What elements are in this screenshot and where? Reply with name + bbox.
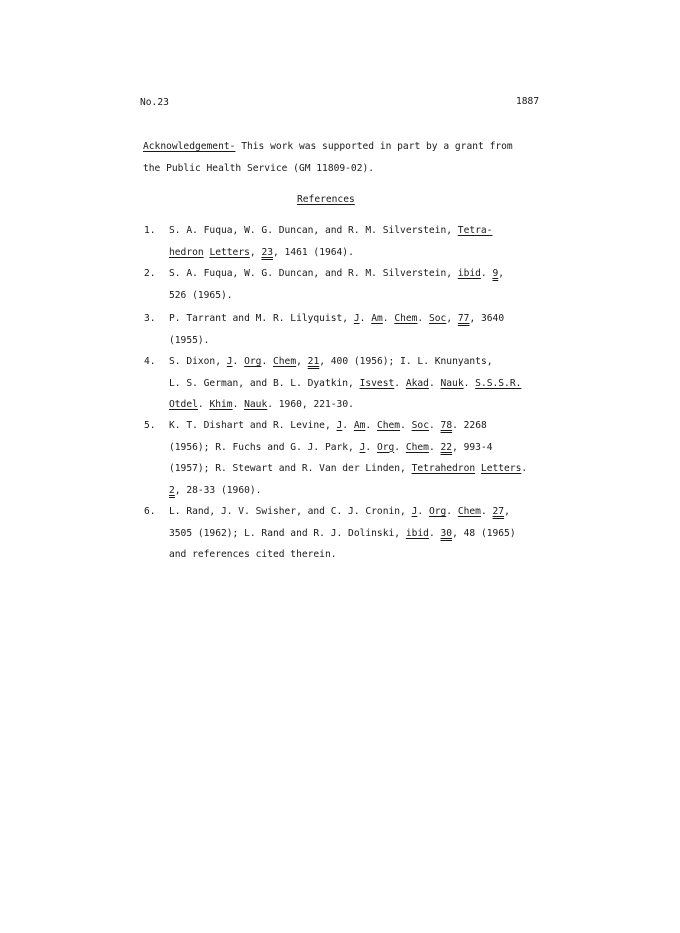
reference-line — [169, 507, 510, 517]
reference-text: , — [446, 313, 458, 324]
reference-line — [169, 550, 337, 560]
reference-emphasis: J — [411, 506, 418, 517]
reference-number: 1. — [144, 225, 156, 236]
reference-emphasis: 77 — [457, 313, 470, 324]
reference-emphasis: Tetrahedron — [411, 463, 476, 474]
reference-text: . — [365, 420, 377, 431]
reference-text: , 400 (1956); I. L. Knunyants, — [319, 356, 493, 367]
acknowledgement-line-2: the Public Health Service (GM 11809-02). — [143, 163, 375, 174]
reference-line — [169, 226, 492, 236]
reference-emphasis: Soc — [411, 420, 429, 431]
reference-text: , 3640 — [469, 313, 505, 324]
reference-text: 3505 (1962); L. Rand and R. J. Dolinski, — [169, 527, 406, 539]
reference-number: 5. — [144, 420, 156, 431]
reference-text: . — [382, 313, 395, 324]
reference-number: 4. — [144, 356, 156, 367]
reference-emphasis: J — [336, 420, 343, 431]
reference-emphasis: Chem — [405, 441, 429, 453]
reference-text: L. Rand, J. V. Swisher, and C. J. Cronin, — [169, 506, 412, 517]
reference-text: . — [417, 506, 429, 517]
reference-text: . — [359, 313, 372, 324]
reference-text: . — [365, 441, 377, 453]
references-heading: References — [297, 194, 355, 205]
reference-text: S. Dixon, — [169, 356, 227, 367]
reference-emphasis: 21 — [307, 356, 320, 367]
reference-text: . — [342, 420, 354, 431]
reference-line — [169, 248, 354, 258]
reference-text: . — [400, 420, 412, 431]
reference-text: , 1461 (1964). — [273, 246, 354, 258]
reference-emphasis: 27 — [492, 506, 505, 517]
reference-emphasis: 22 — [440, 441, 453, 453]
reference-emphasis: Otdel — [169, 399, 198, 410]
reference-text: , 28-33 (1960). — [174, 484, 262, 496]
reference-text: . — [394, 377, 406, 389]
reference-text: 526 (1965). — [169, 289, 233, 301]
reference-emphasis: Akad — [405, 377, 429, 389]
reference-line — [169, 379, 521, 389]
reference-emphasis: Org — [376, 441, 395, 453]
reference-number: 2. — [144, 268, 156, 279]
reference-line — [169, 486, 261, 496]
reference-text: . — [428, 377, 441, 389]
reference-line — [169, 314, 504, 324]
reference-emphasis: Am — [353, 420, 366, 431]
reference-text: . — [463, 377, 476, 389]
reference-line — [169, 400, 354, 410]
reference-emphasis: 30 — [440, 527, 453, 539]
reference-emphasis: 23 — [261, 246, 273, 258]
reference-emphasis: Chem — [457, 506, 481, 517]
reference-text: . 2268 — [452, 420, 487, 431]
reference-text: . — [480, 268, 493, 279]
reference-text: (1957); R. Stewart and R. Van der Linden, — [169, 463, 412, 474]
reference-emphasis: ibid — [457, 268, 481, 279]
acknowledgement-label: Acknowledgement- — [143, 141, 236, 152]
reference-emphasis: Chem — [394, 313, 418, 324]
reference-text: . — [446, 506, 458, 517]
reference-line — [169, 269, 504, 279]
reference-emphasis: J — [226, 356, 233, 367]
reference-text: , 48 (1965) — [452, 527, 516, 539]
reference-line — [169, 443, 493, 453]
journal-number: No.23 — [140, 97, 169, 108]
reference-emphasis: Letters — [209, 246, 250, 258]
reference-text: , — [498, 268, 505, 279]
reference-emphasis: Soc — [428, 313, 447, 324]
reference-text: . — [521, 463, 528, 474]
reference-text: , — [296, 356, 308, 367]
reference-emphasis: Chem — [376, 420, 401, 431]
page-number: 1887 — [516, 96, 540, 107]
reference-text: P. Tarrant and M. R. Lilyquist, — [169, 313, 354, 324]
reference-number: 6. — [144, 506, 156, 517]
reference-number: 3. — [144, 313, 156, 324]
reference-text: , 993-4 — [452, 441, 493, 453]
reference-emphasis: Chem — [273, 356, 297, 367]
reference-text: (1956); R. Fuchs and G. J. Park, — [169, 441, 360, 453]
reference-text: S. A. Fuqua, W. G. Duncan, and R. M. Silverstein, — [169, 225, 458, 236]
reference-emphasis: S.S.S.R. — [475, 377, 522, 389]
reference-text: S. A. Fuqua, W. G. Duncan, and R. M. Silverstein, — [169, 268, 458, 279]
reference-text: K. T. Dishart and R. Levine, — [169, 420, 337, 431]
reference-text: . — [232, 356, 245, 367]
reference-line — [169, 421, 487, 431]
reference-emphasis: J — [353, 313, 360, 324]
reference-text: . — [417, 313, 429, 324]
reference-line — [169, 357, 493, 367]
reference-text: . — [394, 441, 406, 453]
acknowledgement-line-1 — [143, 142, 513, 152]
reference-text: . — [428, 441, 441, 453]
reference-text: . — [428, 527, 441, 539]
acknowledgement-text-1: This work was supported in part by a grant from — [235, 141, 513, 152]
reference-text: . — [480, 506, 493, 517]
reference-line — [169, 529, 516, 539]
reference-text: . — [428, 420, 441, 431]
reference-emphasis: Am — [371, 313, 383, 324]
reference-text: (1955). — [169, 334, 210, 346]
reference-emphasis: 2 — [169, 484, 175, 496]
reference-emphasis: 78 — [440, 420, 453, 431]
reference-emphasis: Khim — [209, 399, 233, 410]
reference-line — [169, 464, 527, 474]
reference-text: . — [197, 399, 210, 410]
reference-emphasis: hedron — [169, 246, 204, 258]
reference-text: , — [504, 506, 510, 517]
reference-emphasis: J — [359, 441, 366, 453]
reference-text: , — [249, 246, 262, 258]
reference-emphasis: Nauk — [244, 399, 268, 410]
reference-line — [169, 291, 233, 301]
reference-text: . — [261, 356, 273, 367]
reference-emphasis: Org — [244, 356, 262, 367]
reference-emphasis: ibid — [405, 527, 429, 539]
reference-emphasis: 9 — [492, 268, 499, 279]
reference-text: . 1960, 221-30. — [267, 399, 354, 410]
reference-emphasis: Tetra- — [457, 225, 493, 236]
reference-text: and references cited therein. — [169, 549, 337, 560]
reference-text: L. S. German, and B. L. Dyatkin, — [169, 377, 360, 389]
reference-text: . — [232, 399, 245, 410]
reference-emphasis: Nauk — [440, 377, 464, 389]
reference-emphasis: Org — [428, 506, 447, 517]
reference-emphasis: Isvest — [359, 377, 395, 389]
reference-emphasis: Letters — [480, 463, 522, 474]
reference-line — [169, 336, 209, 346]
